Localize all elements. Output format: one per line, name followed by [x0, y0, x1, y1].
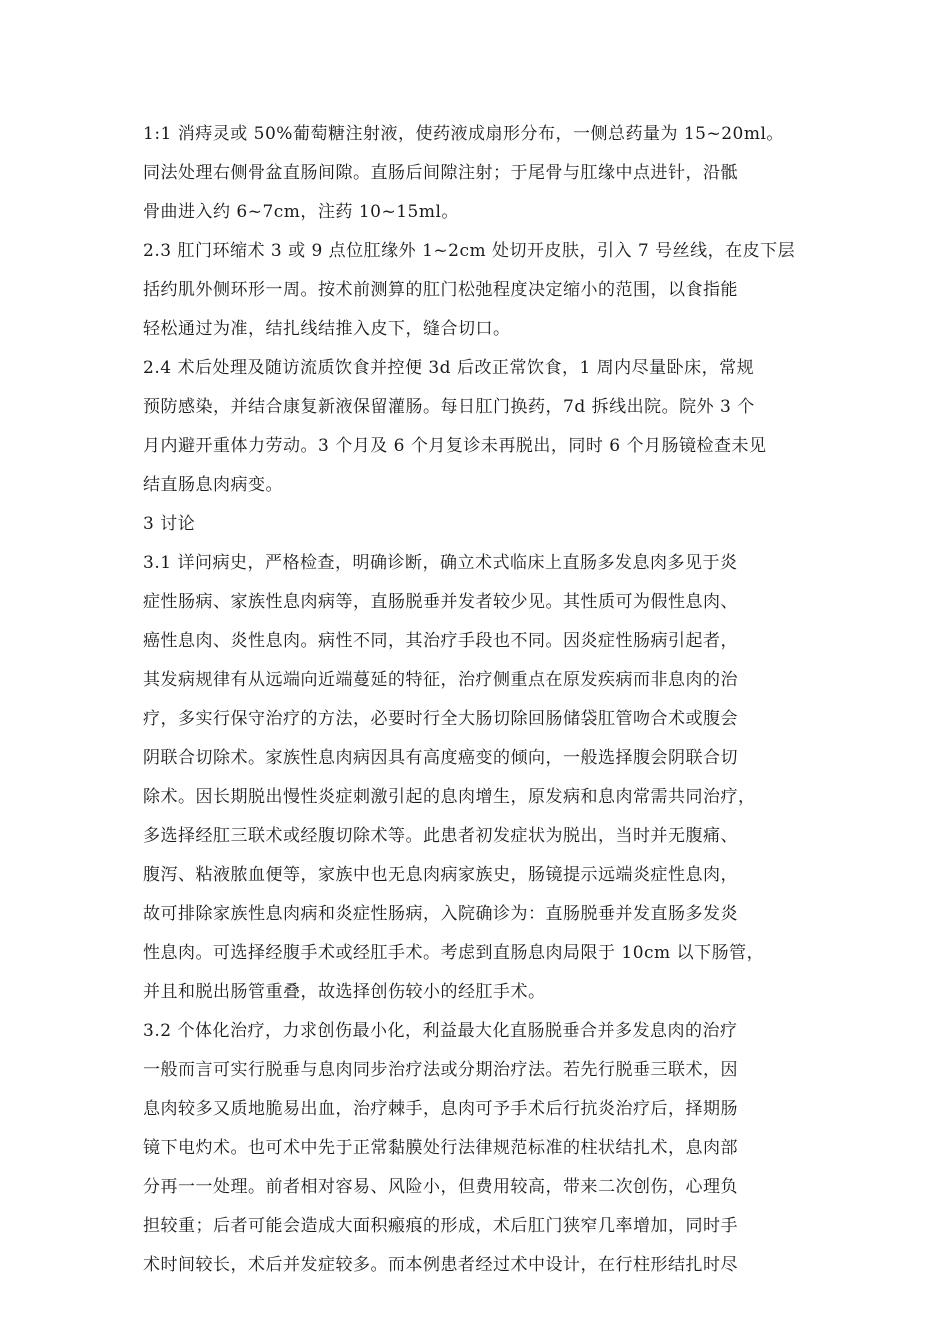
text-line: 其发病规律有从远端向近端蔓延的特征，治疗侧重点在原发疾病而非息肉的治 — [143, 670, 738, 690]
section-2-4-start: 2.4 术后处理及随访流质饮食并控便 3d 后改正常饮食，1 周内尽量卧床，常规 — [143, 358, 755, 378]
text-line: 癌性息肉、炎性息肉。病性不同，其治疗手段也不同。因炎症性肠病引起者， — [143, 631, 738, 651]
text-line: 结直肠息肉病变。 — [143, 475, 283, 495]
text-line: 担较重；后者可能会造成大面积瘢痕的形成，术后肛门狭窄几率增加，同时手 — [143, 1216, 738, 1236]
text-line: 轻松通过为准，结扎线结推入皮下，缝合切口。 — [143, 319, 511, 339]
text-line: 症性肠病、家族性息肉病等，直肠脱垂并发者较少见。其性质可为假性息肉、 — [143, 592, 738, 612]
text-line: 骨曲进入约 6~7cm，注药 10~15ml。 — [143, 202, 459, 222]
text-line: 并且和脱出肠管重叠，故选择创伤较小的经肛手术。 — [143, 982, 546, 1002]
text-line: 术时间较长，术后并发症较多。而本例患者经过术中设计，在行柱形结扎时尽 — [143, 1255, 738, 1275]
section-3-2-start: 3.2 个体化治疗，力求创伤最小化，利益最大化直肠脱垂合并多发息肉的治疗 — [143, 1021, 738, 1041]
section-heading-discussion: 3 讨论 — [143, 514, 196, 534]
text-line: 预防感染，并结合康复新液保留灌肠。每日肛门换药，7d 拆线出院。院外 3 个 — [143, 397, 755, 417]
text-line: 性息肉。可选择经腹手术或经肛手术。考虑到直肠息肉局限于 10cm 以下肠管， — [143, 943, 765, 963]
text-line: 息肉较多又质地脆易出血，治疗棘手，息肉可予手术后行抗炎治疗后，择期肠 — [143, 1099, 738, 1119]
section-2-3-start: 2.3 肛门环缩术 3 或 9 点位肛缘外 1~2cm 处切开皮肤，引入 7 号丝线，在皮下层 — [143, 241, 796, 261]
text-line: 一般而言可实行脱垂与息肉同步治疗法或分期治疗法。若先行脱垂三联术，因 — [143, 1060, 738, 1080]
text-line: 疗，多实行保守治疗的方法，必要时行全大肠切除回肠储袋肛管吻合术或腹会 — [143, 709, 738, 729]
text-line: 故可排除家族性息肉病和炎症性肠病，入院确诊为：直肠脱垂并发直肠多发炎 — [143, 904, 738, 924]
text-line: 阴联合切除术。家族性息肉病因具有高度癌变的倾向，一般选择腹会阴联合切 — [143, 748, 738, 768]
text-line: 腹泻、粘液脓血便等，家族中也无息肉病家族史，肠镜提示远端炎症性息肉， — [143, 865, 738, 885]
text-line: 1:1 消痔灵或 50%葡萄糖注射液，使药液成扇形分布，一侧总药量为 15~20ml。 — [143, 124, 784, 144]
text-line: 月内避开重体力劳动。3 个月及 6 个月复诊未再脱出，同时 6 个月肠镜检查未见 — [143, 436, 767, 456]
text-line: 多选择经肛三联术或经腹切除术等。此患者初发症状为脱出，当时并无腹痛、 — [143, 826, 738, 846]
body-text — [143, 115, 823, 1285]
text-line: 除术。因长期脱出慢性炎症刺激引起的息肉增生，原发病和息肉常需共同治疗， — [143, 787, 756, 807]
text-line: 镜下电灼术。也可术中先于正常黏膜处行法律规范标准的柱状结扎术，息肉部 — [143, 1138, 738, 1158]
text-line: 括约肌外侧环形一周。按术前测算的肛门松弛程度决定缩小的范围，以食指能 — [143, 280, 738, 300]
text-line: 分再一一处理。前者相对容易、风险小，但费用较高，带来二次创伤，心理负 — [143, 1177, 738, 1197]
section-3-1-start: 3.1 详问病史，严格检查，明确诊断，确立术式临床上直肠多发息肉多见于炎 — [143, 553, 738, 573]
text-line: 同法处理右侧骨盆直肠间隙。直肠后间隙注射；于尾骨与肛缘中点进针，沿骶 — [143, 163, 738, 183]
